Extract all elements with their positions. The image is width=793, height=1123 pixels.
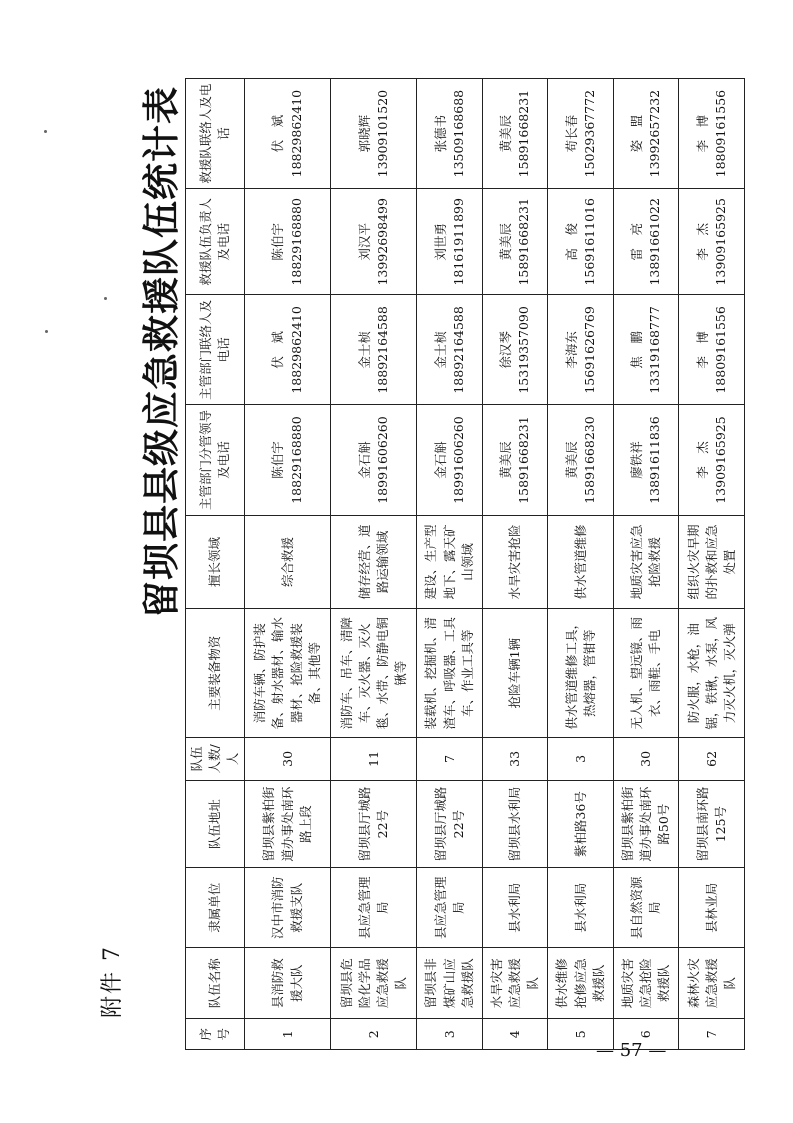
cell-unit: 县应急管理局: [417, 868, 483, 948]
person-name: 雷 亮: [629, 223, 645, 261]
cell-unit: 县水利局: [548, 868, 614, 948]
person-name: 黄美辰: [498, 441, 514, 479]
cell-count: 62: [679, 737, 745, 780]
table-header-row: [186, 79, 245, 1050]
cell-dept-leader: [331, 405, 417, 515]
cell-no: 3: [417, 1019, 483, 1050]
attachment-label: 附件 7: [100, 945, 125, 1018]
phone-number: 13992698499: [374, 198, 390, 286]
cell-team-liaison: [417, 79, 483, 189]
phone-number: 13909165925: [712, 416, 728, 504]
cell-address: 留坝县紫柏街道办事处南环路50号: [613, 780, 679, 868]
col-header-no: 序号: [186, 1019, 245, 1050]
person-name: 郭晓辉: [356, 114, 372, 153]
phone-number: 18991606260: [450, 416, 466, 504]
cell-no: 7: [679, 1019, 745, 1050]
cell-equipment: 消防车、吊车、清障车、灭火器、灭火毯、水带、防静电铜锹等: [331, 609, 417, 738]
cell-no: 1: [245, 1019, 331, 1050]
cell-no: 4: [482, 1019, 548, 1050]
cell-dept-leader: [417, 405, 483, 515]
col-header-field: 擅长领域: [186, 515, 245, 609]
cell-address: 留坝县紫柏街道办事处南环路上段: [245, 780, 331, 868]
scan-speck: [45, 330, 48, 333]
cell-unit: 县应急管理局: [331, 868, 417, 948]
cell-dept-liaison: [245, 295, 331, 405]
cell-count: 33: [482, 737, 548, 780]
cell-team-name: 留坝县危险化学品应急救援队: [331, 948, 417, 1019]
cell-unit: 县林业局: [679, 868, 745, 948]
cell-team-chief: [613, 189, 679, 295]
page-number: — 57 —: [596, 1040, 667, 1061]
phone-number: 15691611016: [581, 198, 597, 286]
cell-team-liaison: [482, 79, 548, 189]
table-container: [185, 78, 745, 1050]
col-header-equipment: 主要装备物资: [186, 609, 245, 738]
phone-number: 18809161556: [712, 89, 728, 178]
person-name: 刘汉平: [356, 223, 372, 261]
person-name: 金石斛: [356, 441, 372, 479]
phone-number: 18829168880: [288, 198, 304, 286]
table-row: [482, 79, 548, 1050]
cell-dept-liaison: [331, 295, 417, 405]
person-name: 高 俊: [563, 223, 579, 261]
phone-number: 18829862410: [288, 89, 304, 178]
person-name: 金士桢: [432, 331, 448, 369]
person-name: 徐汉琴: [498, 331, 514, 369]
person-name: 廖铁祥: [629, 441, 645, 479]
cell-team-chief: [417, 189, 483, 295]
cell-address: 留坝县厅城路22号: [331, 780, 417, 868]
person-name: 李 博: [694, 331, 710, 369]
person-name: 陈伯宇: [270, 223, 286, 261]
cell-team-name: 留坝县非煤矿山应急救援队: [417, 948, 483, 1019]
cell-team-chief: [482, 189, 548, 295]
cell-team-liaison: [613, 79, 679, 189]
person-name: 金士桢: [356, 331, 372, 369]
cell-team-chief: [331, 189, 417, 295]
col-header-unit: 隶属单位: [186, 868, 245, 948]
cell-address: 留坝县南环路125号: [679, 780, 745, 868]
phone-number: 18892164588: [374, 306, 390, 394]
phone-number: 18809161556: [712, 306, 728, 394]
cell-team-chief: [679, 189, 745, 295]
person-name: 刘世勇: [432, 223, 448, 261]
cell-dept-liaison: [417, 295, 483, 405]
cell-no: 6: [613, 1019, 679, 1050]
phone-number: 13319168777: [647, 306, 663, 394]
cell-team-chief: [548, 189, 614, 295]
cell-no: 2: [331, 1019, 417, 1050]
person-name: 李 杰: [694, 223, 710, 261]
person-name: 伏 斌: [270, 114, 286, 153]
cell-equipment: 防火服，水枪，油锯，铁锹，水泵，风力灭火机，灭火弹: [679, 609, 745, 738]
phone-number: 18829862410: [288, 306, 304, 394]
phone-number: 15891668231: [516, 198, 532, 286]
person-name: 李海东: [563, 331, 579, 369]
cell-field: 综合救援: [245, 515, 331, 609]
cell-equipment: 装载机、挖掘机、清渣车、呼吸器、工具车、作业工具等: [417, 609, 483, 738]
cell-team-name: 水旱灾害应急救援队: [482, 948, 548, 1019]
phone-number: 15891668230: [581, 416, 597, 504]
col-header-dept-liaison: 主管部门联络人及电话: [186, 295, 245, 405]
cell-dept-leader: [613, 405, 679, 515]
cell-count: 30: [245, 737, 331, 780]
cell-team-liaison: [331, 79, 417, 189]
cell-dept-liaison: [482, 295, 548, 405]
cell-team-name: 地质灾害应急抢险救援队: [613, 948, 679, 1019]
cell-dept-liaison: [548, 295, 614, 405]
person-name: 陈伯宇: [270, 441, 286, 479]
col-header-dept-leader: 主管部门分管领导及电话: [186, 405, 245, 515]
phone-number: 15691626769: [581, 306, 597, 394]
person-name: 李 杰: [694, 441, 710, 479]
phone-number: 15319357090: [516, 306, 532, 394]
person-name: 黄美辰: [498, 114, 514, 153]
cell-team-liaison: [245, 79, 331, 189]
phone-number: 15891668231: [516, 416, 532, 504]
cell-equipment: 抢险车辆1辆: [482, 609, 548, 738]
cell-field: 建设、生产型地下、露天矿山领域: [417, 515, 483, 609]
cell-dept-leader: [482, 405, 548, 515]
person-name: 黄美辰: [498, 223, 514, 261]
cell-address: 留坝县厅城路22号: [417, 780, 483, 868]
cell-count: 11: [331, 737, 417, 780]
col-header-team-liaison: 救援队联络人及电话: [186, 79, 245, 189]
phone-number: 13509168688: [450, 89, 466, 178]
col-header-count: 队伍人数/人: [186, 737, 245, 780]
cell-count: 30: [613, 737, 679, 780]
person-name: 黄美辰: [563, 441, 579, 479]
person-name: 姿 盟: [629, 114, 645, 153]
cell-field: 组织火灾早期的扑救和应急处置: [679, 515, 745, 609]
person-name: 李 博: [694, 114, 710, 153]
table-row: [613, 79, 679, 1050]
phone-number: 13992657232: [647, 89, 663, 178]
scan-speck: [104, 297, 107, 300]
table-row: [245, 79, 331, 1050]
cell-unit: 汉中市消防救援支队: [245, 868, 331, 948]
col-header-team-name: 队伍名称: [186, 948, 245, 1019]
person-name: 金石斛: [432, 441, 448, 479]
cell-dept-liaison: [679, 295, 745, 405]
cell-unit: 县自然资源局: [613, 868, 679, 948]
cell-field: 地质灾害应急抢险救援: [613, 515, 679, 609]
rescue-team-table: [185, 78, 745, 1050]
cell-unit: 县水利局: [482, 868, 548, 948]
cell-equipment: 供水管道维修工具，热熔器，管钳等: [548, 609, 614, 738]
cell-team-name: 县消防救援大队: [245, 948, 331, 1019]
cell-field: 储存经营、道路运输领域: [331, 515, 417, 609]
person-name: 张德书: [432, 114, 448, 153]
col-header-address: 队伍地址: [186, 780, 245, 868]
cell-address: 留坝县水利局: [482, 780, 548, 868]
cell-team-liaison: [679, 79, 745, 189]
table-row: [679, 79, 745, 1050]
phone-number: 13909165925: [712, 198, 728, 286]
phone-number: 13891611836: [647, 416, 663, 504]
cell-dept-liaison: [613, 295, 679, 405]
col-header-team-chief: 救援队伍负责人及电话: [186, 189, 245, 295]
phone-number: 18892164588: [450, 306, 466, 394]
cell-equipment: 消防车辆、防护装备、射水器材、输水器材、抢险救援装备、其他等: [245, 609, 331, 738]
cell-count: 7: [417, 737, 483, 780]
cell-dept-leader: [245, 405, 331, 515]
cell-field: 供水管道维修: [548, 515, 614, 609]
cell-team-name: 供水维修抢修应急救援队: [548, 948, 614, 1019]
table-row: [548, 79, 614, 1050]
phone-number: 15891668231: [516, 89, 532, 178]
cell-team-name: 森林火灾应急救援队: [679, 948, 745, 1019]
cell-count: 3: [548, 737, 614, 780]
cell-team-chief: [245, 189, 331, 295]
phone-number: 13909101520: [374, 89, 390, 178]
cell-field: 水旱灾害抢险: [482, 515, 548, 609]
phone-number: 15029367772: [581, 89, 597, 178]
person-name: 伏 斌: [270, 331, 286, 369]
person-name: 焦 鹏: [629, 331, 645, 369]
table-row: [331, 79, 417, 1050]
cell-address: 紫柏路36号: [548, 780, 614, 868]
scan-speck: [44, 130, 47, 133]
phone-number: 18991606260: [374, 416, 390, 504]
person-name: 苟长春: [563, 114, 579, 153]
phone-number: 13891661022: [647, 198, 663, 286]
page-title: 留坝县县级应急救援队伍统计表: [139, 86, 183, 618]
phone-number: 18161911899: [450, 198, 466, 286]
cell-team-liaison: [548, 79, 614, 189]
cell-no: 5: [548, 1019, 614, 1050]
cell-dept-leader: [548, 405, 614, 515]
table-row: [417, 79, 483, 1050]
cell-equipment: 无人机、望远镜、雨衣、雨鞋、手电: [613, 609, 679, 738]
cell-dept-leader: [679, 405, 745, 515]
phone-number: 18829168880: [288, 416, 304, 504]
